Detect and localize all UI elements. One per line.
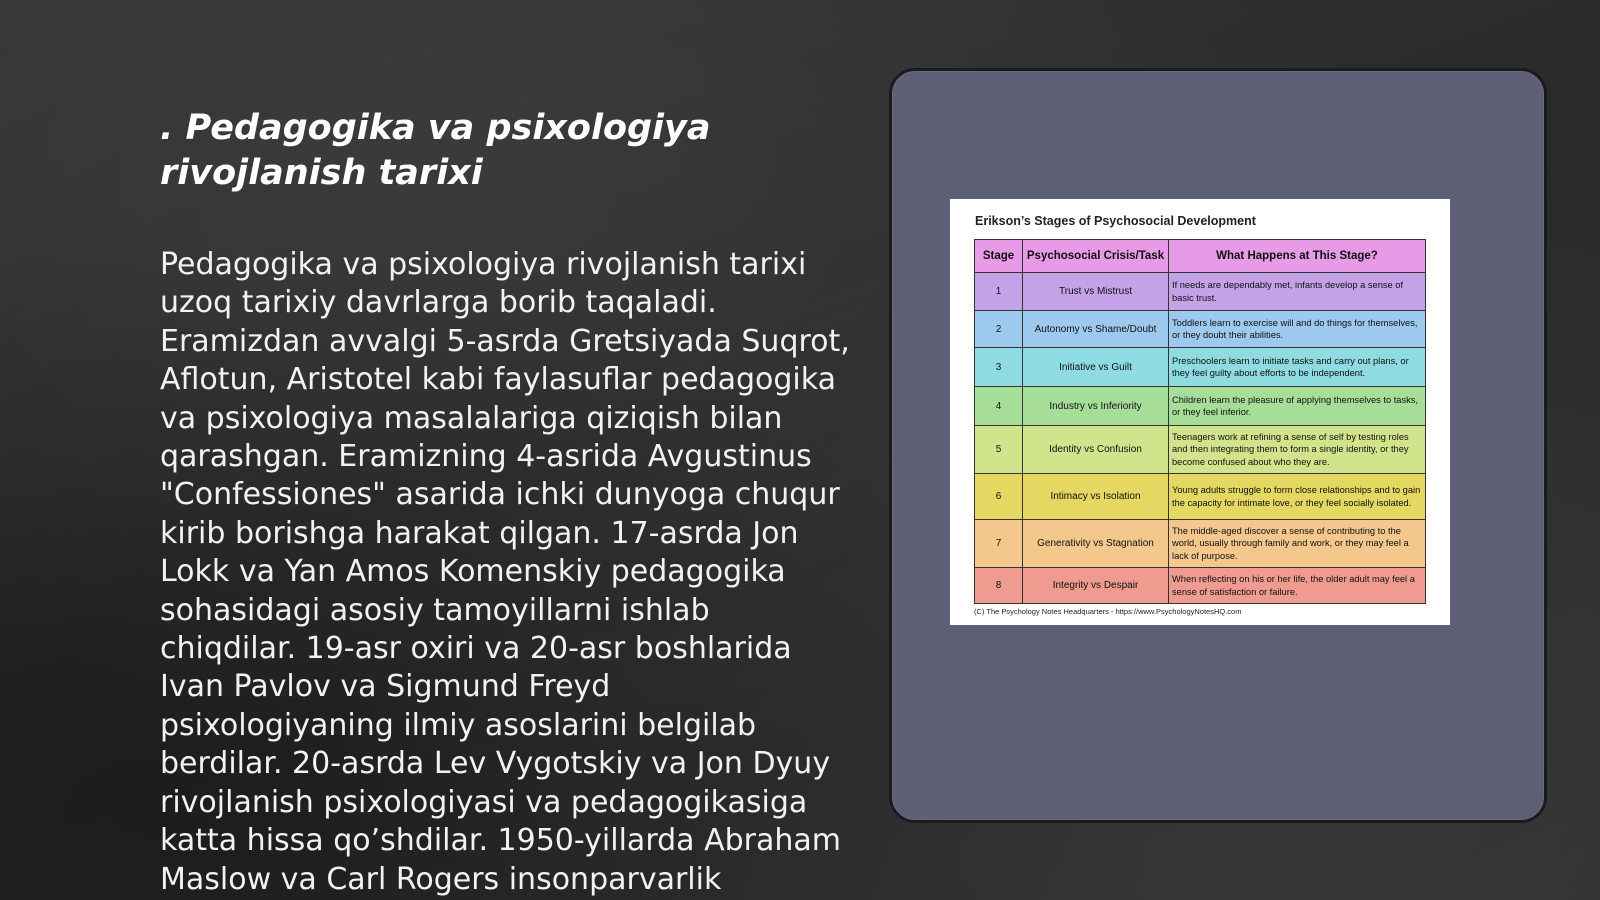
table-row <box>975 520 1426 568</box>
crisis-task: Generativity vs Stagnation <box>1023 520 1169 568</box>
stage-description: Preschoolers learn to initiate tasks and carry out plans, or they feel guilty about efforts to be independent. <box>1169 348 1426 387</box>
slide-title: . Pedagogika va psixologiya rivojlanish tarixi <box>160 108 711 193</box>
image-credit: (C) The Psychology Notes Headquarters - https://www.PsychologyNotesHQ.com <box>974 607 1242 616</box>
table-row <box>975 348 1426 387</box>
stage-number: 3 <box>975 348 1023 387</box>
stage-description: If needs are dependably met, infants develop a sense of basic trust. <box>1169 273 1426 311</box>
stage-number: 4 <box>975 387 1023 426</box>
stage-number: 6 <box>975 474 1023 520</box>
header-stage: Stage <box>975 240 1023 273</box>
stage-description: The middle-aged discover a sense of contributing to the world, usually through family and work, or they may feel a lack of purpose. <box>1169 520 1426 568</box>
stage-number: 8 <box>975 568 1023 604</box>
stage-number: 1 <box>975 273 1023 311</box>
crisis-task: Identity vs Confusion <box>1023 426 1169 474</box>
stage-description: Teenagers work at refining a sense of self by testing roles and then integrating them to form a single identity, or they become confused about who they are. <box>1169 426 1426 474</box>
table-row <box>975 311 1426 348</box>
stage-description: When reflecting on his or her life, the older adult may feel a sense of satisfaction or failure. <box>1169 568 1426 604</box>
stage-description: Toddlers learn to exercise will and do things for themselves, or they doubt their abilities. <box>1169 311 1426 348</box>
crisis-task: Intimacy vs Isolation <box>1023 474 1169 520</box>
header-crisis: Psychosocial Crisis/Task <box>1023 240 1169 273</box>
table-row <box>975 568 1426 604</box>
chart-image-title: Erikson’s Stages of Psychosocial Development <box>975 214 1256 228</box>
stage-description: Children learn the pleasure of applying themselves to tasks, or they feel inferior. <box>1169 387 1426 426</box>
stage-number: 2 <box>975 311 1023 348</box>
table-header-row <box>975 240 1426 273</box>
crisis-task: Initiative vs Guilt <box>1023 348 1169 387</box>
stage-description: Young adults struggle to form close relationships and to gain the capacity for intimate love, or they feel socially isolated. <box>1169 474 1426 520</box>
erikson-chart-image <box>950 199 1450 625</box>
stage-number: 7 <box>975 520 1023 568</box>
header-description: What Happens at This Stage? <box>1169 240 1426 273</box>
table-row <box>975 474 1426 520</box>
slide-body-text: Pedagogika va psixologiya rivojlanish tarixi uzoq tarixiy davrlarga borib taqaladi. Eramizdan avvalgi 5-asrda Gretsiyada Suqrot, Aflotun, Aristotel kabi faylasuflar pedagogika va psixologiya masalalariga qiziqish bilan qarashgan. Eramizning 4-asrida Avgustinus "Confessiones" asarida ichki dunyoga chuqur kirib borishga harakat qilgan. 17-asrda Jon Lokk va Yan Amos Komenskiy pedagogika sohasidagi asosiy tamoyillarni ishlab chiqdilar. 19-asr oxiri va 20-asr boshlarida Ivan Pavlov va Sigmund Freyd psixologiyaning ilmiy asoslarini belgilab berdilar. 20-asrda Lev Vygotskiy va Jon Dyuy rivojlanish psixologiyasi va pedagogikasiga katta hissa qo’shdilar. 1950-yillarda Abraham Maslow va Carl Rogers insonparvarlik <box>160 247 850 897</box>
crisis-task: Trust vs Mistrust <box>1023 273 1169 311</box>
table-row <box>975 426 1426 474</box>
crisis-task: Integrity vs Despair <box>1023 568 1169 604</box>
table-row <box>975 387 1426 426</box>
erikson-stages-table <box>974 239 1426 604</box>
crisis-task: Autonomy vs Shame/Doubt <box>1023 311 1169 348</box>
table-row <box>975 273 1426 311</box>
stage-number: 5 <box>975 426 1023 474</box>
crisis-task: Industry vs Inferiority <box>1023 387 1169 426</box>
